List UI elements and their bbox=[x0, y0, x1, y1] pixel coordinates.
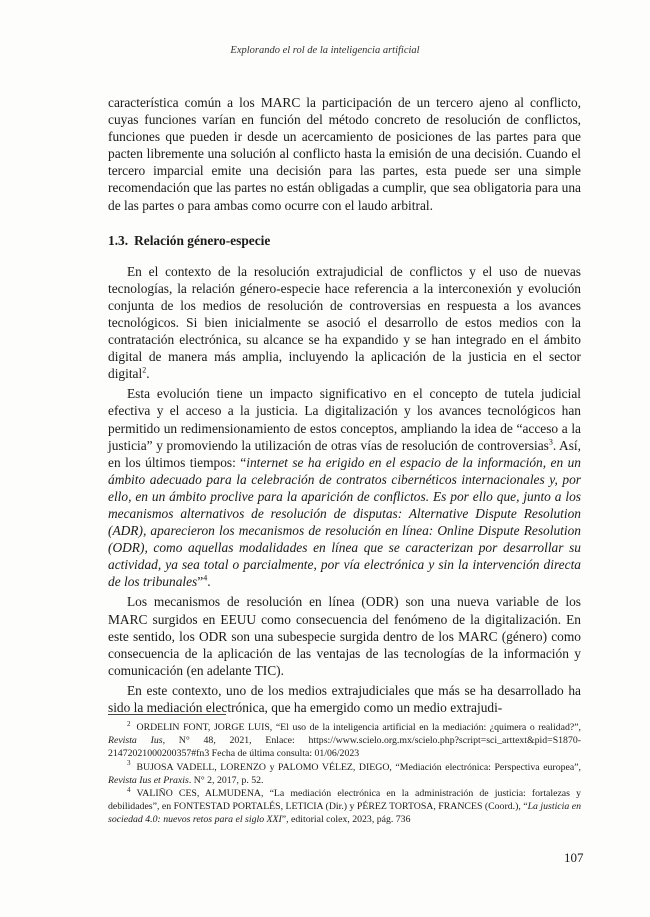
paragraph-text: En el contexto de la resolución extrajudicial de conflictos y el uso de nuevas tecnologías, la relación género-especie hace referencia a la interconexión y evolución conjunta de los medios de resolución de controversias en respuesta a los avances tecnológicos. Si bien inicialmente se asoció el desarrollo de estos medios con la contratación electrónica, su alcance se ha expandido y se han integrado en el ámbito digital de manera más amplia, incluyendo la aplicación de la justicia en el sector digital bbox=[108, 263, 581, 382]
footnote-book-title: La justicia en sociedad 4.0: nuevos retos para el siglo XXI bbox=[108, 801, 581, 826]
paragraph-odr: Los mecanismos de resolución en línea (ODR) son una nueva variable de los MARC surgidos en EEUU como consecuencia del fenómeno de la digitalización. En este sentido, los ODR son una subespecie surgida dentro de los MARC (género) como consecuencia de la aplicación de las ventajas de las tecnologías de la información y comunicación (en adelante TIC). bbox=[108, 594, 581, 678]
running-head: Explorando el rol de la inteligencia artificial bbox=[230, 45, 420, 56]
footnote-text: , N° 48, 2021, Enlace: https://www.scielo.org.mx/scielo.php?script=sci_arttext&pid=S1870-21472021000200357#fn3 Fecha de última consulta: 01/06/2023 bbox=[108, 735, 582, 760]
footnote-journal: Revista Ius bbox=[108, 735, 163, 747]
footnote-3 bbox=[108, 761, 581, 787]
footnote-text: VALIÑO CES, ALMUDENA, “La mediación electrónica en la administración de justicia: fortalezas y debilidades”, en FONTESTAD PORTALÉS, LETICIA (Dir.) y PÉREZ TORTOSA, FRANCES (Coord.), “ bbox=[108, 788, 581, 813]
section-number: 1.3. bbox=[108, 232, 129, 248]
footnote-divider bbox=[108, 714, 226, 715]
main-text bbox=[108, 94, 581, 716]
paragraph-evolucion bbox=[108, 385, 581, 590]
footnotes bbox=[108, 714, 581, 827]
quote-close: ” bbox=[197, 574, 204, 590]
section-heading bbox=[108, 232, 581, 249]
footnote-ref-3[interactable]: 3 bbox=[548, 437, 553, 447]
section-title: Relación género-especie bbox=[134, 232, 271, 248]
paragraph-end: . bbox=[146, 366, 150, 382]
footnote-2 bbox=[108, 721, 581, 761]
footnote-mark: 3 bbox=[127, 759, 131, 768]
footnote-text: ”, editorial colex, 2023, pág. 736 bbox=[281, 814, 411, 826]
footnote-ref-2[interactable]: 2 bbox=[142, 365, 147, 375]
page-number: 107 bbox=[564, 850, 584, 865]
paragraph-continued: característica común a los MARC la participación de un tercero ajeno al conflicto, cuyas funciones varían en función del método concreto de resolución de conflictos, funciones que pueden ir desde un acercamiento de posiciones de las partes para que pacten libremente una solución al conflicto hasta la emisión de una decisión. Cuando el tercero imparcial emite una decisión para las partes, esta puede ser una simple recomendación que las partes no están obligadas a cumplir, que sea obligatoria para una de las partes o para ambas como ocurre con el laudo arbitral. bbox=[108, 95, 581, 213]
quotation: internet se ha erigido en el espacio de la información, en un ámbito adecuado para la celebración de contratos cibernéticos internacionales y, por ello, en un ámbito proclive para la aparición de conflictos. Es por ello que, junto a los mecanismos alternativos de resolución de disputas: Alternative Dispute Resolution (ADR), aparecieron los mecanismos de resolución en línea: Online Dispute Resolution (ODR), como aquellas modalidades en línea que se caracterizan por desarrollar su actividad, ya sea total o parcialmente, por vía electrónica y sin la intervención directa de los tribunales bbox=[108, 454, 581, 590]
paragraph-mediacion: En este contexto, uno de los medios extrajudiciales que más se ha desarrollado ha sido la mediación electrónica, que ha emergido como un medio extrajudi- bbox=[108, 682, 581, 715]
paragraph-end: . bbox=[207, 574, 211, 590]
footnote-mark: 4 bbox=[127, 785, 131, 794]
footnote-text: BUJOSA VADELL, LORENZO y PALOMO VÉLEZ, DIEGO, “Mediación electrónica: Perspectiva europea”, bbox=[136, 761, 581, 773]
footnote-text: . N° 2, 2017, p. 52. bbox=[188, 774, 264, 786]
footnote-ref-4[interactable]: 4 bbox=[203, 573, 208, 583]
paragraph-text: Esta evolución tiene un impacto significativo en el concepto de tutela judicial efectiva y el acceso a la justicia. La digitalización y los avances tecnológicos han permitido un redimensionamiento de estos conceptos, ampliando la idea de “acceso a la justicia” y promoviendo la utilización de otras vías de resolución de controversias bbox=[108, 386, 581, 453]
paragraph-genero-especie bbox=[108, 263, 581, 383]
footnote-mark: 2 bbox=[127, 719, 131, 728]
footnote-4 bbox=[108, 787, 581, 827]
footnote-journal: Revista Ius et Praxis bbox=[108, 774, 189, 786]
paragraph-text: . Así, en los últimos tiempos: “ bbox=[108, 437, 582, 470]
footnote-text: ORDELIN FONT, JORGE LUIS, “El uso de la inteligencia artificial en la mediación: ¿quimera o realidad?”, bbox=[136, 722, 581, 733]
